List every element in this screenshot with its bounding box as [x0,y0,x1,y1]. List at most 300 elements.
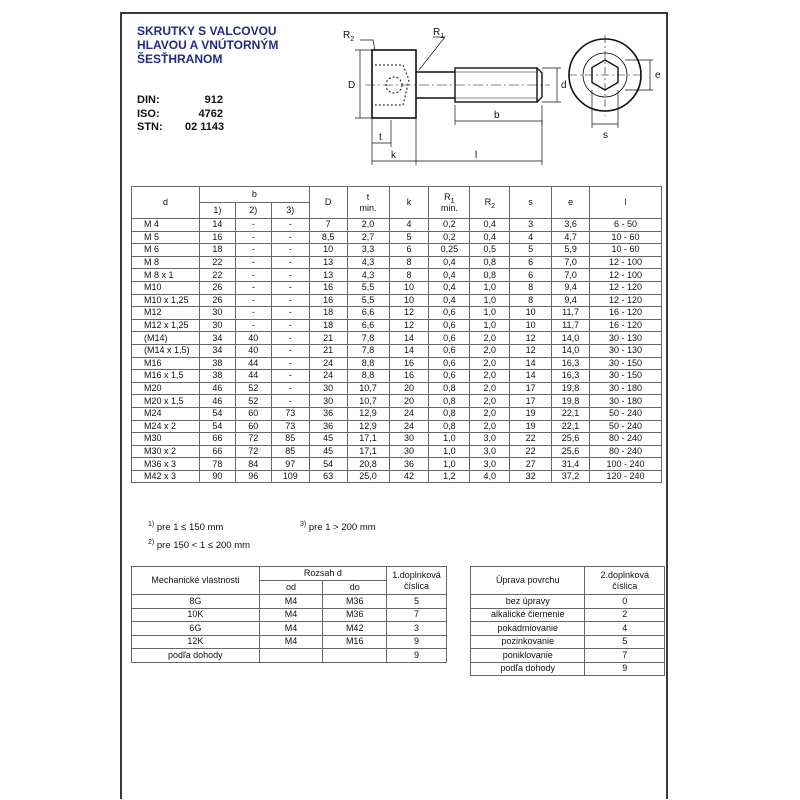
table-row [471,635,665,649]
table-cell: - [235,294,271,307]
table-cell: 7,0 [552,269,590,282]
standard-label: STN: [137,121,163,133]
table-cell: 19,8 [552,382,590,395]
header-b: b [199,187,309,203]
table-row [471,662,665,676]
table-cell: 30 - 150 [590,357,662,370]
table-cell: 1,0 [470,307,510,320]
table-cell: 12 [389,307,429,320]
label-b: b [494,110,500,121]
table-cell: 14 [389,332,429,345]
table-cell: 20 [389,382,429,395]
table-cell: 44 [235,357,271,370]
table-cell: 2,0 [470,420,510,433]
table-cell: 2,0 [347,219,389,232]
table-cell: 18 [309,319,347,332]
table-cell: 10K [132,608,260,622]
standard-value: 4762 [198,107,223,120]
table-cell: 73 [271,407,309,420]
table-cell: 2,0 [470,395,510,408]
table-cell: 11,7 [552,319,590,332]
table-cell: 0,8 [470,269,510,282]
table-cell: 0,6 [429,344,470,357]
table-row [132,382,662,395]
table-cell: 1,0 [470,281,510,294]
header-to: do [323,581,387,595]
table-cell: 14,0 [552,332,590,345]
table-cell: 54 [199,420,235,433]
table-cell: 9 [387,635,447,649]
table-cell: 0,8 [429,395,470,408]
table-cell: 0,4 [429,294,470,307]
header-code2: 2.doplnková číslica [585,567,665,595]
table-cell: 9 [387,649,447,663]
table-cell: 109 [271,470,309,483]
table-cell: 0 [585,595,665,609]
label-d-thread: d [561,80,567,91]
table-cell: 5 [585,635,665,649]
table-cell: - [235,219,271,232]
table-cell: 8G [132,595,260,609]
table-cell: 4 [510,231,552,244]
table-row [471,608,665,622]
table-cell: pokadmiovanie [471,622,585,636]
table-cell: 16 [389,357,429,370]
table-cell: M30 x 2 [132,445,200,458]
table-row [132,470,662,483]
table-cell: 24 [309,357,347,370]
table-cell: M36 [323,595,387,609]
table-cell: 54 [199,407,235,420]
table-cell: 4 [389,219,429,232]
table-cell: 46 [199,382,235,395]
table-cell: 2,0 [470,382,510,395]
table-cell: 9 [585,662,665,676]
table-cell: 18 [199,244,235,257]
table-cell: 22 [510,445,552,458]
table-cell: - [271,256,309,269]
table-cell: 40 [235,332,271,345]
table-row [132,458,662,471]
table-cell: 12,9 [347,420,389,433]
header-b1: 1) [199,203,235,219]
table-cell: 0,4 [429,269,470,282]
title-line-3: ŠESŤHRANOM [137,52,223,66]
table-cell: 10 - 60 [590,244,662,257]
table-cell: 50 - 240 [590,420,662,433]
table-row [132,269,662,282]
table-cell: - [271,269,309,282]
table-row [471,622,665,636]
table-cell: 30 - 180 [590,395,662,408]
table-cell: 7 [585,649,665,663]
standard-stn [137,121,224,135]
table-cell: 0,2 [429,231,470,244]
table-cell: 7,8 [347,332,389,345]
table-row [132,307,662,320]
table-row [132,294,662,307]
table-cell: 85 [271,445,309,458]
label-d-head: D [348,80,356,91]
table-cell: 14 [510,357,552,370]
table-cell: - [235,256,271,269]
table-cell: 0,4 [470,231,510,244]
header-b2: 2) [235,203,271,219]
table-cell: 16,3 [552,357,590,370]
table-cell: 22 [510,433,552,446]
table-cell: 16 [309,281,347,294]
table-row [132,649,447,663]
table-cell: 5 [510,244,552,257]
table-row [132,407,662,420]
table-cell: M4 [259,595,323,609]
table-cell: 14,0 [552,344,590,357]
table-cell: 37,2 [552,470,590,483]
table-cell: 20,8 [347,458,389,471]
table-cell: 5,5 [347,294,389,307]
table-cell: 0,6 [429,307,470,320]
table-cell: - [271,370,309,383]
table-cell: 16 [199,231,235,244]
table-cell: 50 - 240 [590,407,662,420]
table-cell: 16 - 120 [590,307,662,320]
table-cell: 16,3 [552,370,590,383]
table-cell: podľa dohody [132,649,260,663]
table-cell: 24 [389,420,429,433]
table-row [132,319,662,332]
table-cell: 0,8 [429,420,470,433]
table-cell: alkalické čiernenie [471,608,585,622]
table-cell [323,649,387,663]
label-e: e [655,70,661,81]
table-cell: 19 [510,407,552,420]
table-cell: 12,9 [347,407,389,420]
table-cell: - [235,307,271,320]
table-cell: 10,7 [347,382,389,395]
table-cell: 46 [199,395,235,408]
table-cell: 8,8 [347,370,389,383]
table-cell: 2 [585,608,665,622]
header-k: k [389,187,429,219]
table-cell: 80 - 240 [590,433,662,446]
table-cell [259,649,323,663]
header-code1: 1.doplnková číslica [387,567,447,595]
table-cell: 10,7 [347,395,389,408]
table-cell: 14 [389,344,429,357]
table-cell: 36 [309,420,347,433]
table-cell: 22,1 [552,407,590,420]
table-cell: 14 [510,370,552,383]
table-cell: 2,0 [470,370,510,383]
table-cell: 42 [389,470,429,483]
table-cell: M24 [132,407,200,420]
table-cell: M20 x 1,5 [132,395,200,408]
table-cell: 3,0 [470,445,510,458]
table-cell: 12K [132,635,260,649]
table-cell: M36 [323,608,387,622]
standard-din [137,94,224,108]
table-cell: 25,6 [552,445,590,458]
table-cell: 96 [235,470,271,483]
table-cell: 22,1 [552,420,590,433]
table-cell: 30 - 180 [590,382,662,395]
table-cell: 97 [271,458,309,471]
table-cell: 63 [309,470,347,483]
table-cell: M 5 [132,231,200,244]
table-cell: 1,2 [429,470,470,483]
table-cell: 1,0 [429,445,470,458]
header-s: s [510,187,552,219]
table-cell: 0,8 [429,382,470,395]
table-cell: 3,0 [470,433,510,446]
mechanical-properties-table [131,566,447,663]
table-cell: M10 [132,281,200,294]
table-cell: 20 [389,395,429,408]
table-cell: 16 [309,294,347,307]
table-cell: 0,5 [470,244,510,257]
table-cell: 5,5 [347,281,389,294]
table-cell: - [271,219,309,232]
table-cell: 31,4 [552,458,590,471]
table-cell: 13 [309,256,347,269]
table-cell: - [271,244,309,257]
table-cell: 6,6 [347,319,389,332]
header-b3: 3) [271,203,309,219]
standard-label: ISO: [137,107,160,120]
table-cell: 0,2 [429,219,470,232]
table-cell: (M14) [132,332,200,345]
header-from: od [259,581,323,595]
table-cell: - [235,231,271,244]
table-cell: 34 [199,344,235,357]
header-r1: $R_1$ min. [429,187,470,219]
table-cell: M42 [323,622,387,636]
table-cell: 2,0 [470,332,510,345]
table-cell: 12 - 120 [590,294,662,307]
table-cell: 0,6 [429,370,470,383]
table-cell: 22 [199,256,235,269]
surface-treatment-table [470,566,665,676]
table-cell: 30 [199,319,235,332]
table-cell: 12 [389,319,429,332]
table-cell: 34 [199,332,235,345]
table-cell: 60 [235,420,271,433]
table-cell: 6 - 50 [590,219,662,232]
table-cell: M20 [132,382,200,395]
table-row [132,445,662,458]
table-cell: 30 [309,382,347,395]
table-cell: 17 [510,395,552,408]
title-line-2: HLAVOU A VNÚTORNÝM [137,38,279,52]
table-cell: 40 [235,344,271,357]
table-cell: 21 [309,332,347,345]
table-cell: 38 [199,357,235,370]
table-cell: - [271,357,309,370]
label-l: l [475,150,478,161]
table-cell: podľa dohody [471,662,585,676]
header-t: t min. [347,187,389,219]
table-cell: 12 [510,344,552,357]
table-cell: 8 [510,281,552,294]
table-cell: - [271,294,309,307]
label-s: s [603,130,608,141]
table-cell: 14 [199,219,235,232]
header-e: e [552,187,590,219]
table-cell: 72 [235,433,271,446]
table-row [132,595,447,609]
table-cell: 6 [389,244,429,257]
table-cell: - [271,231,309,244]
table-cell: 9,4 [552,281,590,294]
table-cell: 11,7 [552,307,590,320]
table-cell: 80 - 240 [590,445,662,458]
table-cell: 52 [235,395,271,408]
table-row [132,281,662,294]
table-cell: 30 [199,307,235,320]
table-cell: 0,4 [429,281,470,294]
table-cell: - [271,344,309,357]
header-D: D [309,187,347,219]
table-row [132,256,662,269]
header-surface: Úprava povrchu [471,567,585,595]
table-cell: M30 [132,433,200,446]
table-cell: 2,0 [470,407,510,420]
table-cell: M 6 [132,244,200,257]
table-cell: - [271,281,309,294]
table-row [132,357,662,370]
table-cell: 3,6 [552,219,590,232]
table-cell: 60 [235,407,271,420]
table-cell: - [271,395,309,408]
table-cell: poniklovanie [471,649,585,663]
table-cell: 73 [271,420,309,433]
table-cell: - [235,269,271,282]
table-cell: 19,8 [552,395,590,408]
table-cell: 4,3 [347,269,389,282]
standards-list [137,94,224,135]
table-cell: 45 [309,433,347,446]
table-cell: 12 [510,332,552,345]
table-cell: 10 [510,319,552,332]
table-cell: 8,5 [309,231,347,244]
table-cell: - [271,382,309,395]
table-cell: 24 [389,407,429,420]
table-cell: 26 [199,281,235,294]
footnote-1: $^{1)}$ pre 1 ≤ 150 mm [148,520,224,533]
standard-value: 912 [204,94,223,106]
table-cell: 17 [510,382,552,395]
table-cell: 1,0 [470,319,510,332]
table-cell: 8,8 [347,357,389,370]
table-cell: 66 [199,445,235,458]
table-cell: 78 [199,458,235,471]
table-cell: 26 [199,294,235,307]
table-cell: 100 - 240 [590,458,662,471]
table-cell: 0,8 [429,407,470,420]
table-cell: 1,0 [470,294,510,307]
table-cell: 0,6 [429,332,470,345]
table-cell: 30 [389,433,429,446]
label-r1: $R_1$ [433,27,445,40]
table-cell: M4 [259,635,323,649]
table-cell: 36 [309,407,347,420]
table-cell: M16 x 1,5 [132,370,200,383]
table-cell: 52 [235,382,271,395]
label-r2: $R_2$ [343,30,355,43]
table-cell: 30 - 130 [590,344,662,357]
table-cell: 2,7 [347,231,389,244]
table-cell: 45 [309,445,347,458]
table-cell: 44 [235,370,271,383]
table-cell: 10 [389,281,429,294]
table-cell: 0,4 [429,256,470,269]
table-row [471,649,665,663]
table-cell: 10 [309,244,347,257]
table-cell: 0,4 [470,219,510,232]
table-cell: 18 [309,307,347,320]
table-cell: 9,4 [552,294,590,307]
table-cell: 5 [387,595,447,609]
table-cell: M12 [132,307,200,320]
table-cell: 17,1 [347,433,389,446]
table-cell: 0,25 [429,244,470,257]
table-cell: M4 [259,608,323,622]
table-cell: 30 - 150 [590,370,662,383]
table-cell: 7,0 [552,256,590,269]
table-cell: M42 x 3 [132,470,200,483]
table-cell: 1,0 [429,458,470,471]
table-cell: 17,1 [347,445,389,458]
table-row [132,344,662,357]
table-cell: 22 [199,269,235,282]
standard-label: DIN: [137,94,160,106]
header-l: l [590,187,662,219]
table-cell: 6G [132,622,260,636]
table-cell: bez úpravy [471,595,585,609]
table-cell: 120 - 240 [590,470,662,483]
table-cell: - [235,244,271,257]
table-cell: 8 [389,269,429,282]
table-cell: - [235,281,271,294]
table-cell: 85 [271,433,309,446]
table-cell: 5,9 [552,244,590,257]
table-cell: 3 [510,219,552,232]
table-row [132,622,447,636]
table-row [132,420,662,433]
table-cell: 7,8 [347,344,389,357]
table-cell: M16 [323,635,387,649]
table-cell: 10 - 60 [590,231,662,244]
table-cell: 66 [199,433,235,446]
table-cell: pozinkovanie [471,635,585,649]
table-cell: 38 [199,370,235,383]
table-cell: 72 [235,445,271,458]
table-cell: M16 [132,357,200,370]
table-cell: 12 - 120 [590,281,662,294]
table-cell: 7 [387,608,447,622]
table-cell: 25,6 [552,433,590,446]
table-row [132,635,447,649]
table-row [132,219,662,232]
table-cell: 10 [389,294,429,307]
table-cell: 3,3 [347,244,389,257]
table-cell: 27 [510,458,552,471]
table-cell: 6,6 [347,307,389,320]
table-cell: 0,8 [470,256,510,269]
table-cell: 4,7 [552,231,590,244]
table-row [132,370,662,383]
table-row [132,395,662,408]
